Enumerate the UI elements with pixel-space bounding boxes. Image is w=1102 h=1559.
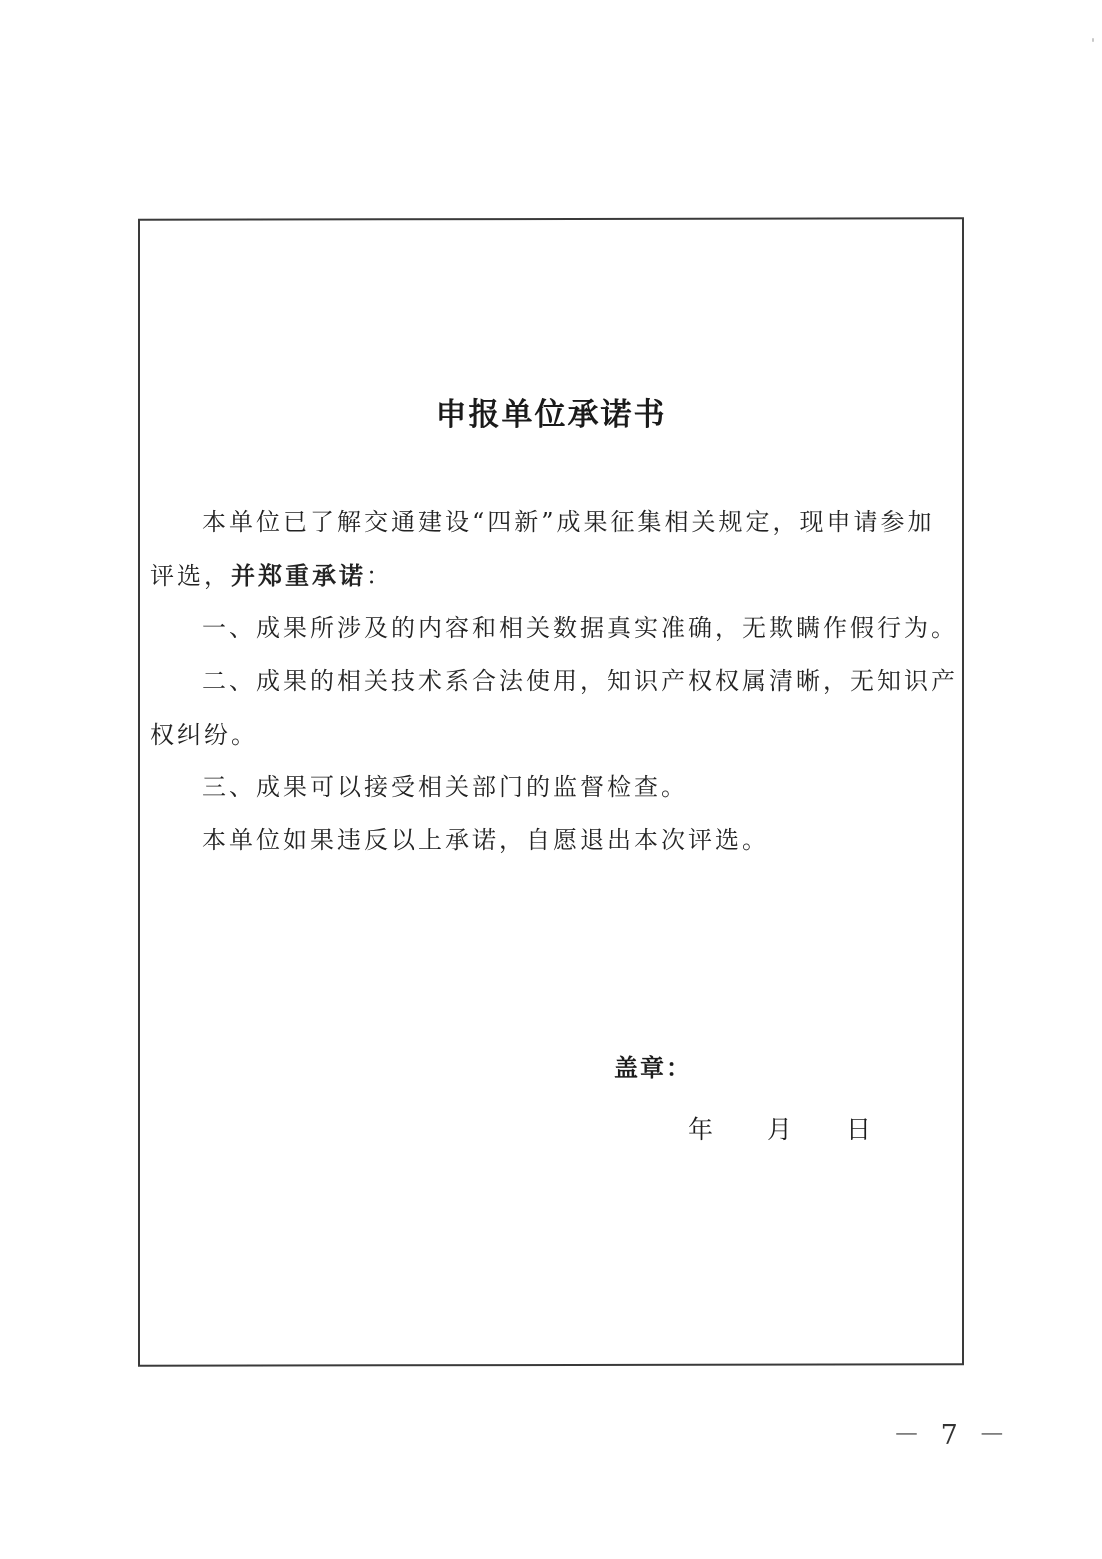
closing-statement: 本单位如果违反以上承诺，自愿退出本次评选。 — [202, 826, 769, 854]
page-number: － 7 － — [893, 1420, 1012, 1451]
commitment-item-1: 一、成果所涉及的内容和相关数据真实准确，无欺瞒作假行为。 — [202, 614, 958, 642]
commitment-item-2: 二、成果的相关技术系合法使用，知识产权权属清晰，无知识产权纠纷。 — [150, 667, 958, 749]
intro-text: 本单位已了解交通建设“四新”成果征集相关规定，现申请参加评选， — [150, 508, 935, 590]
intro-paragraph — [150, 495, 960, 603]
commitment-item-3: 三、成果可以接受相关部门的监督检查。 — [202, 773, 688, 801]
date-day-label: 日 — [846, 1115, 872, 1144]
date-year-label: 年 — [688, 1115, 714, 1144]
page-title: 申报单位承诺书 — [435, 397, 667, 433]
intro-colon: ： — [366, 562, 393, 590]
date-month-label: 月 — [767, 1115, 793, 1144]
seal-label: 盖章： — [614, 1053, 692, 1082]
scan-speck — [1092, 38, 1094, 42]
intro-emphasis: 并郑重承诺 — [231, 561, 366, 590]
